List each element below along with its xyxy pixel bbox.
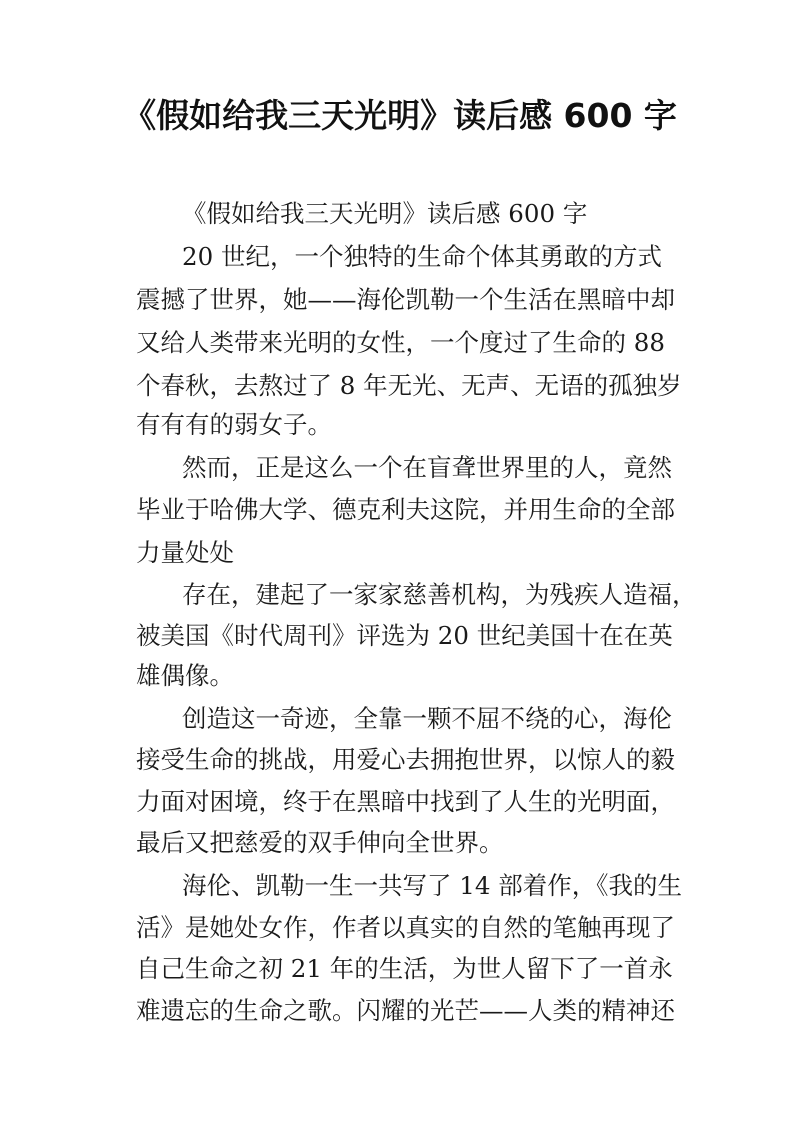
body-line-17: 海伦、凯勒一生一共写了 14 部着作，《我的生: [182, 871, 682, 900]
body-line-9: 力量处处: [136, 538, 234, 567]
body-line-13: 创造这一奇迹，全靠一颗不屈不绕的心，海伦: [182, 704, 672, 733]
body-line-6: 有有有的弱女子。: [136, 410, 332, 439]
body-line-7: 然而，正是这么一个在盲聋世界里的人，竟然: [182, 453, 672, 482]
body-line-18: 活》是她处女作，作者以真实的自然的笔触再现了: [136, 913, 675, 942]
body-line-5: 个春秋，去熬过了 8 年无光、无声、无语的孤独岁: [136, 371, 682, 400]
body-line-8: 毕业于哈佛大学、德克利夫这院，并用生命的全部: [136, 495, 675, 524]
body-line-16: 最后又把慈爱的双手伸向全世界。: [136, 828, 504, 857]
body-line-14: 接受生命的挑战，用爱心去拥抱世界，以惊人的毅: [136, 745, 675, 774]
body-line-2: 20 世纪，一个独特的生命个体其勇敢的方式: [182, 242, 662, 271]
document-title: 《假如给我三天光明》读后感 600 字: [123, 96, 677, 135]
body-line-10: 存在，建起了一家家慈善机构，为残疾人造福，: [182, 580, 697, 609]
body-line-12: 雄偶像。: [136, 661, 234, 690]
body-line-15: 力面对困境，终于在黑暗中找到了人生的光明面，: [136, 787, 675, 816]
body-line-3: 震撼了世界，她——海伦凯勒一个生活在黑暗中却: [136, 285, 675, 314]
body-line-4: 又给人类带来光明的女性，一个度过了生命的 88: [136, 328, 665, 357]
body-line-1: 《假如给我三天光明》读后感 600 字: [182, 199, 588, 228]
body-line-11: 被美国《时代周刊》评选为 20 世纪美国十在在英: [136, 621, 673, 650]
body-line-20: 难遗忘的生命之歌。闪耀的光芒——人类的精神还: [136, 996, 675, 1025]
body-line-19: 自己生命之初 21 年的生活，为世人留下了一首永: [136, 954, 673, 983]
